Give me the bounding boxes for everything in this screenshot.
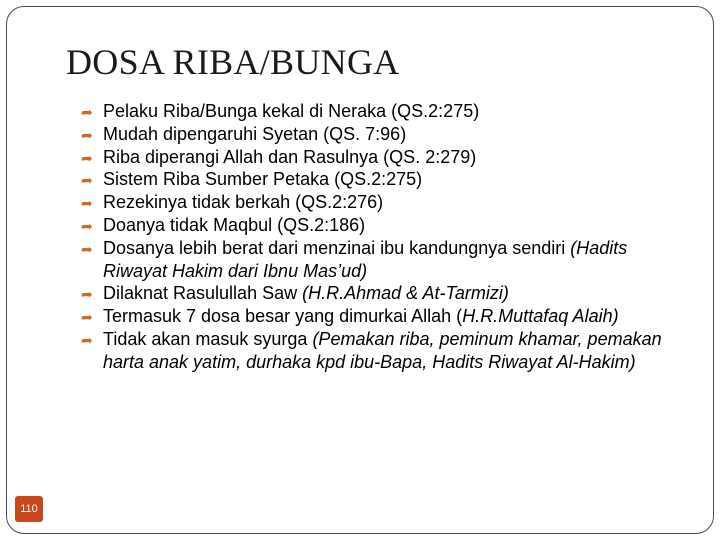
bullet-text: Rezekinya tidak berkah (QS.2:276) — [103, 192, 384, 213]
bullet-text: Mudah dipengaruhi Syetan (QS. 7:96) — [103, 123, 407, 144]
list-item — [79, 282, 679, 305]
page-number-badge: 110 — [15, 496, 43, 522]
leaf-arrow-icon: ➦ — [81, 104, 93, 120]
bullet-text: Dilaknat Rasulullah Saw (H.R.Ahmad & At-Tarmizi) — [103, 283, 509, 304]
leaf-arrow-icon: ➦ — [81, 331, 93, 348]
leaf-arrow-icon: ➦ — [81, 286, 93, 303]
list-item — [79, 305, 679, 328]
leaf-arrow-icon: ➦ — [81, 195, 93, 212]
leaf-arrow-icon: ➦ — [81, 309, 93, 326]
leaf-arrow-icon: ➦ — [81, 149, 93, 166]
list-item — [79, 191, 679, 214]
leaf-arrow-icon: ➦ — [81, 126, 93, 143]
list-item — [79, 168, 679, 191]
bullet-text: Doanya tidak Maqbul (QS.2:186) — [103, 214, 366, 235]
bullet-text: Dosanya lebih berat dari menzinai ibu kandungnya sendiri (Hadits Riwayat Hakim dari Ibnu Mas’ud) — [103, 237, 628, 281]
list-item — [79, 123, 679, 146]
bullet-text: Termasuk 7 dosa besar yang dimurkai Allah (H.R.Muttafaq Alaih) — [103, 306, 619, 327]
slide-title: DOSA RIBA/BUNGA — [66, 42, 400, 82]
leaf-arrow-icon: ➦ — [81, 240, 93, 257]
leaf-arrow-icon: ➦ — [81, 172, 93, 189]
bullet-text: Tidak akan masuk syurga (Pemakan riba, peminum khamar, pemakan harta anak yatim, durhaka kpd ibu-Bapa, Hadits Riwayat Al-Hakim) — [103, 328, 662, 372]
list-item — [79, 100, 679, 123]
list-item — [79, 237, 679, 283]
bullet-text: Pelaku Riba/Bunga kekal di Neraka (QS.2:275) — [103, 101, 480, 121]
bullet-list — [79, 100, 679, 374]
bullet-text: Riba diperangi Allah dan Rasulnya (QS. 2:279) — [103, 146, 477, 167]
leaf-arrow-icon: ➦ — [81, 217, 93, 234]
list-item — [79, 146, 679, 169]
list-item — [79, 214, 679, 237]
bullet-text: Sistem Riba Sumber Petaka (QS.2:275) — [103, 169, 423, 190]
list-item — [79, 328, 679, 374]
